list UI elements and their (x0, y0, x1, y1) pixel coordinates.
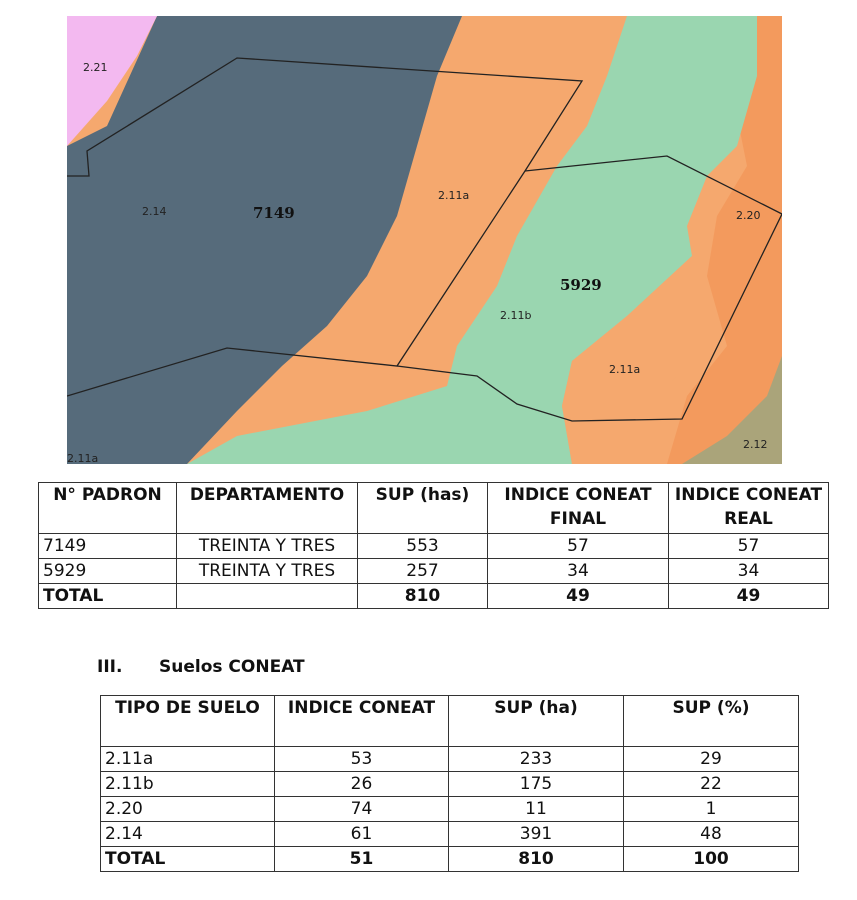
cell-indice-final: 34 (488, 559, 669, 584)
table-row (101, 772, 799, 797)
suelos-table (100, 695, 799, 872)
coneat-map (67, 16, 782, 464)
cell-padron: 7149 (39, 534, 177, 559)
soil-label: 2.14 (142, 205, 167, 218)
col-header-padron: N° PADRON (39, 483, 177, 534)
padron-table (38, 482, 829, 609)
cell-tipo-suelo: 2.11b (101, 772, 275, 797)
cell-sup-pct: 48 (624, 822, 799, 847)
soil-label: 2.20 (736, 209, 761, 222)
table-row (39, 559, 829, 584)
padron-label-5929: 5929 (560, 276, 602, 294)
cell-departamento: TREINTA Y TRES (177, 559, 358, 584)
table-row (39, 534, 829, 559)
section-title: Suelos CONEAT (159, 657, 305, 677)
table-total-row (101, 847, 799, 872)
col-header-sup-pct: SUP (%) (624, 696, 799, 747)
cell-indice-real: 57 (669, 534, 829, 559)
cell-total-label: TOTAL (101, 847, 275, 872)
suelos-table-header (101, 696, 799, 747)
cell-total-departamento (177, 584, 358, 609)
cell-indice: 61 (275, 822, 449, 847)
soil-label: 2.11b (500, 309, 532, 322)
col-header-sup-ha: SUP (ha) (449, 696, 624, 747)
cell-tipo-suelo: 2.11a (101, 747, 275, 772)
soil-label: 2.11a (438, 189, 470, 202)
col-header-tipo-suelo: TIPO DE SUELO (101, 696, 275, 747)
col-header-indice-real: INDICE CONEAT REAL (669, 483, 829, 534)
cell-total-label: TOTAL (39, 584, 177, 609)
cell-sup-ha: 391 (449, 822, 624, 847)
soil-label: 2.11a (67, 452, 99, 464)
cell-tipo-suelo: 2.14 (101, 822, 275, 847)
table-row (101, 797, 799, 822)
padron-table-header (39, 483, 829, 534)
padron-label-7149: 7149 (253, 204, 295, 222)
col-header-departamento: DEPARTAMENTO (177, 483, 358, 534)
cell-sup-pct: 22 (624, 772, 799, 797)
cell-sup: 553 (358, 534, 488, 559)
soil-label: 2.11a (609, 363, 641, 376)
cell-sup-pct: 1 (624, 797, 799, 822)
cell-indice: 53 (275, 747, 449, 772)
cell-indice: 74 (275, 797, 449, 822)
cell-indice-real: 34 (669, 559, 829, 584)
col-header-indice-coneat: INDICE CONEAT (275, 696, 449, 747)
cell-total-indice-final: 49 (488, 584, 669, 609)
col-header-sup: SUP (has) (358, 483, 488, 534)
cell-total-indice-real: 49 (669, 584, 829, 609)
cell-indice: 26 (275, 772, 449, 797)
col-header-indice-final: INDICE CONEAT FINAL (488, 483, 669, 534)
cell-sup-ha: 175 (449, 772, 624, 797)
cell-sup-pct: 29 (624, 747, 799, 772)
cell-sup-ha: 233 (449, 747, 624, 772)
cell-sup-ha: 11 (449, 797, 624, 822)
cell-total-sup: 810 (358, 584, 488, 609)
cell-total-sup-pct: 100 (624, 847, 799, 872)
table-total-row (39, 584, 829, 609)
map-svg (67, 16, 782, 464)
cell-indice-final: 57 (488, 534, 669, 559)
cell-total-indice: 51 (275, 847, 449, 872)
table-row (101, 822, 799, 847)
table-row (101, 747, 799, 772)
cell-sup: 257 (358, 559, 488, 584)
soil-label: 2.12 (743, 438, 768, 451)
cell-departamento: TREINTA Y TRES (177, 534, 358, 559)
section-heading (97, 656, 305, 678)
cell-tipo-suelo: 2.20 (101, 797, 275, 822)
cell-padron: 5929 (39, 559, 177, 584)
cell-total-sup-ha: 810 (449, 847, 624, 872)
section-number: III. (97, 657, 123, 677)
soil-label: 2.21 (83, 61, 108, 74)
